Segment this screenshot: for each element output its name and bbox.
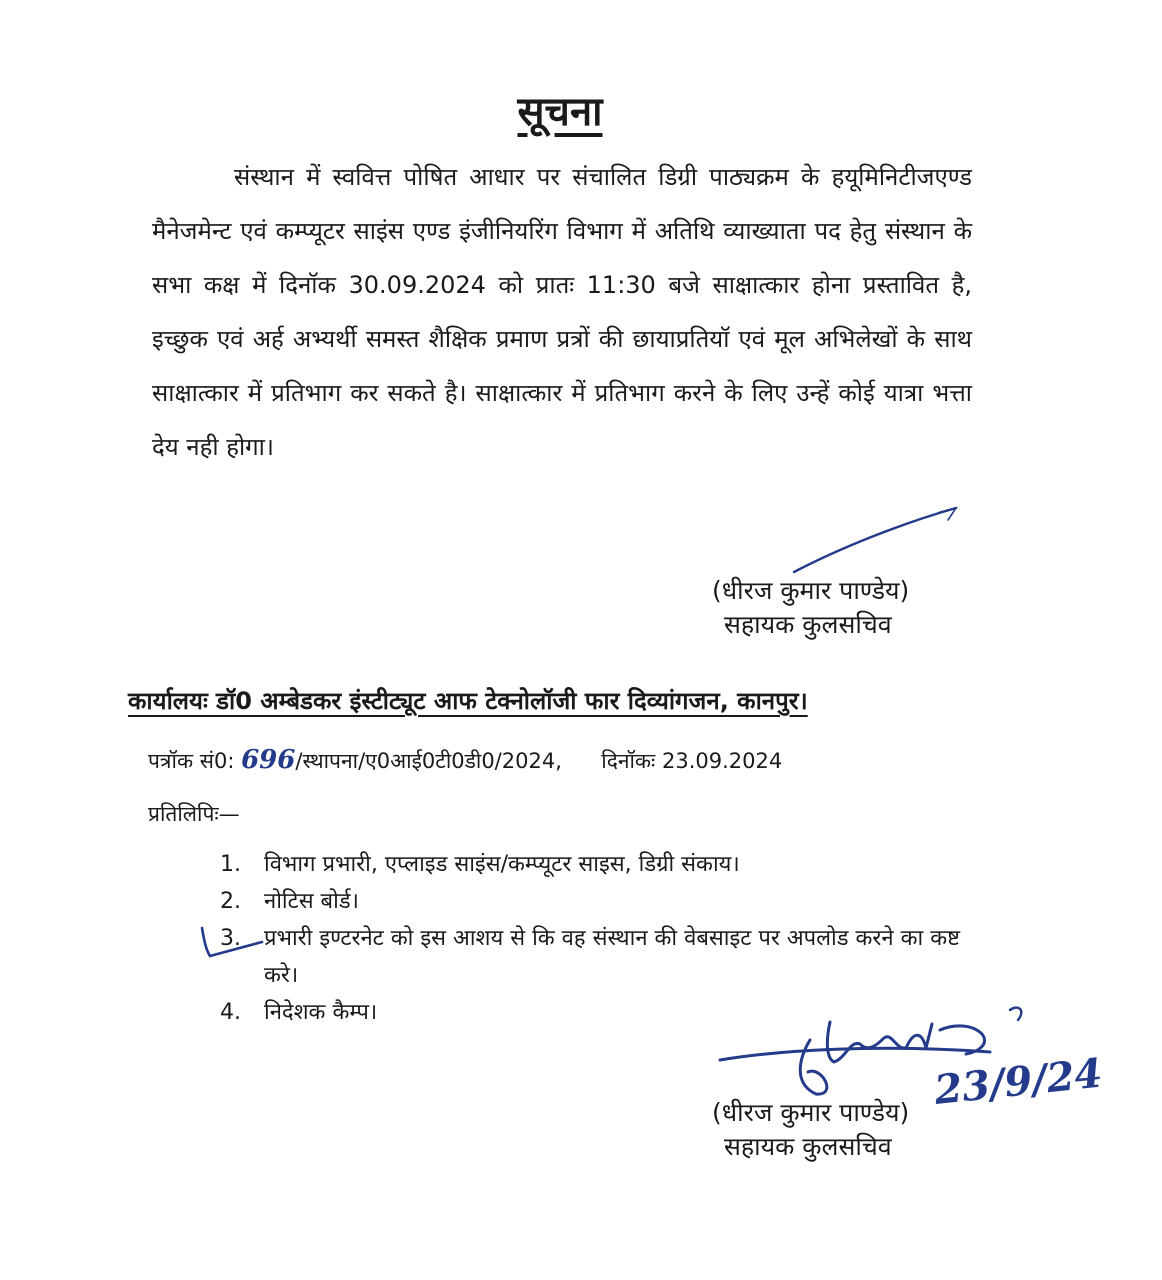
notice-body: संस्थान में स्ववित्त पोषित आधार पर संचालित डिग्री पाठ्यक्रम के हयूमिनिटीजएण्ड मैनेजमेन्ट एवं कम्प्यूटर साइंस एण्ड इंजीनियरिंग विभाग में अतिथि व्याख्याता पद हेतु संस्थान के सभा कक्ष में दिनॉक 30.09.2024 को प्रातः 11:30 बजे साक्षात्कार होना प्रस्तावित है, इच्छुक एवं अर्ह अभ्यर्थी समस्त शैक्षिक प्रमाण प्रत्रों की छायाप्रतियॉ एवं मूल अभिलेखों के साथ साक्षात्कार में प्रतिभाग कर सकते है। साक्षात्कार में प्रतिभाग करने के लिए उन्हें कोई यात्रा भत्ता देय नही होगा। (152, 163, 972, 461)
reference-number: 696 (241, 745, 296, 775)
reference-date: 23.09.2024 (662, 749, 783, 773)
notice-title: सूचना (517, 89, 603, 135)
reference-date-label: दिनॉकः (601, 749, 656, 773)
list-item-number: 4. (220, 1000, 241, 1025)
signatory-designation: सहायक कुलसचिव (724, 610, 892, 639)
office-line: कार्यालयः डॉ0 अम्बेडकर इंस्टीट्यूट आफ टेक्नोलॉजी फार दिव्यांगजन, कानपुर। (128, 687, 808, 715)
list-item-number: 2. (220, 889, 241, 914)
list-item-text: निदेशक कैम्प। (264, 1000, 378, 1025)
reference-line (148, 745, 782, 775)
list-item-text: विभाग प्रभारी, एप्लाइड साइंस/कम्प्यूटर साइस, डिग्री संकाय। (264, 852, 740, 877)
initial-stroke (790, 500, 960, 580)
list-item-number: 3. (220, 926, 241, 951)
signatory-designation: सहायक कुलसचिव (724, 1132, 892, 1161)
list-item-text: नोटिस बोर्ड। (264, 889, 359, 914)
list-item-number: 1. (220, 852, 241, 877)
list-item (220, 920, 980, 994)
reference-prefix: पत्रॉक सं0: (148, 749, 235, 773)
list-item (220, 883, 980, 920)
check-mark-icon (196, 920, 266, 960)
list-item (220, 846, 980, 883)
signature-date: 23/9/24 (932, 1049, 1105, 1114)
signatory-block-bottom (712, 1096, 909, 1164)
copy-to-label: प्रतिलिपिः— (148, 802, 240, 826)
signatory-name: (धीरज कुमार पाण्डेय) (712, 576, 910, 605)
list-item-text: प्रभारी इण्टरनेट को इस आशय से कि वह संस्थान की वेबसाइट पर अपलोड करने का कष्ट करे। (264, 926, 960, 988)
signatory-block-top (712, 574, 909, 642)
signatory-name: (धीरज कुमार पाण्डेय) (712, 1098, 910, 1127)
reference-suffix: /स्थापना/ए0आई0टी0डी0/2024, (295, 749, 562, 773)
